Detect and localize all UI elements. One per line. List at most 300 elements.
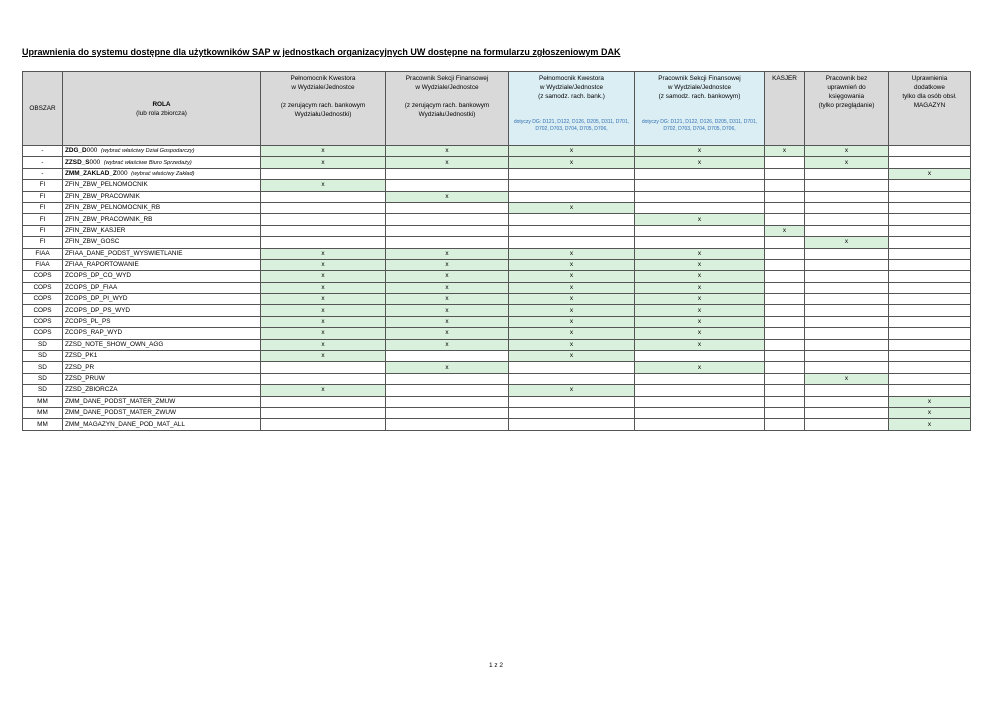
permission-cell: x (635, 294, 765, 305)
permission-cell (635, 396, 765, 407)
permission-cell (889, 385, 971, 396)
permission-cell: x (635, 328, 765, 339)
permission-cell (805, 339, 889, 350)
permission-cell: x (635, 271, 765, 282)
header-col-6-l5 (805, 110, 888, 119)
permission-cell (805, 271, 889, 282)
row-role: ZCOPS_DP_FIAA (63, 282, 261, 293)
permission-cell (509, 373, 635, 384)
permission-cell (261, 225, 386, 236)
row-area: SD (23, 373, 63, 384)
permission-cell: x (386, 328, 509, 339)
permission-cell (805, 202, 889, 213)
table-row (23, 225, 971, 236)
permission-cell (889, 351, 971, 362)
permission-cell (765, 362, 805, 373)
permission-cell (889, 328, 971, 339)
header-col-2-l1: Pracownik Sekcji Finansowej (405, 75, 489, 82)
table-row (23, 339, 971, 350)
header-col-4-l5 (635, 110, 764, 119)
permission-cell (805, 396, 889, 407)
permission-cell (765, 407, 805, 418)
permission-cell: x (635, 214, 765, 225)
permission-cell (509, 225, 635, 236)
table-row (23, 294, 971, 305)
permission-cell (889, 157, 971, 168)
permission-cell: x (765, 146, 805, 157)
permission-cell: x (889, 407, 971, 418)
permission-cell (805, 351, 889, 362)
permission-cell (635, 225, 765, 236)
table-row (23, 146, 971, 157)
row-role: ZCOPS_PL_PS (63, 316, 261, 327)
permission-cell: x (805, 146, 889, 157)
document-title: Uprawnienia do systemu dostępne dla użytkowników SAP w jednostkach organizacyjnych UW dostępne na formularzu zgłoszeniowym DAK (22, 47, 621, 57)
permission-cell (261, 191, 386, 202)
permission-cell: x (509, 385, 635, 396)
row-role: ZFIAA_DANE_PODST_WYSWIETLANIE (63, 248, 261, 259)
table-row (23, 191, 971, 202)
permission-cell: x (635, 157, 765, 168)
permission-cell: x (386, 259, 509, 270)
row-area: MM (23, 419, 63, 430)
permission-cell: x (889, 396, 971, 407)
permission-cell (765, 214, 805, 225)
permission-cell: x (261, 282, 386, 293)
permission-cell (635, 202, 765, 213)
row-role: ZFIAA_RAPORTOWANIE (63, 259, 261, 270)
permission-cell (805, 385, 889, 396)
permission-cell (509, 214, 635, 225)
permission-cell (509, 396, 635, 407)
permission-cell (635, 180, 765, 191)
permission-cell (805, 282, 889, 293)
row-role: ZFIN_ZBW_PRACOWNIK (63, 191, 261, 202)
row-role: ZCOPS_DP_CO_WYD (63, 271, 261, 282)
permission-cell: x (261, 180, 386, 191)
header-col-2-l4: (z zerującym rach. bankowym (404, 102, 490, 109)
permission-cell: x (509, 259, 635, 270)
permission-cell (261, 373, 386, 384)
permission-cell (261, 202, 386, 213)
permission-cell: x (509, 339, 635, 350)
permission-cell (765, 157, 805, 168)
row-role: ZCOPS_DP_PS_WYD (63, 305, 261, 316)
row-area: SD (23, 351, 63, 362)
header-col-3-l2: w Wydziale/Jednostce (539, 84, 604, 91)
permission-cell: x (635, 316, 765, 327)
row-area: - (23, 146, 63, 157)
header-col-1 (261, 72, 386, 146)
permission-cell: x (261, 351, 386, 362)
table-row (23, 282, 971, 293)
table-row (23, 237, 971, 248)
permission-cell (889, 362, 971, 373)
permission-cell: x (635, 146, 765, 157)
permission-cell (261, 214, 386, 225)
row-role: ZFIN_ZBW_PELNOMOCNIK_RB (63, 202, 261, 213)
header-area: OBSZAR (23, 72, 63, 146)
header-col-3-note: dotyczy DG: D121, D122, D126, D205, D311, D701, D702, D703, D704, D705, D706, (513, 119, 630, 132)
permission-cell: x (261, 157, 386, 168)
permission-cell (509, 362, 635, 373)
permission-cell (509, 419, 635, 430)
permission-cell: x (509, 202, 635, 213)
permission-cell (805, 168, 889, 179)
row-role (63, 157, 261, 168)
row-role: ZFIN_ZBW_GOSC (63, 237, 261, 248)
header-col-5-l2 (765, 83, 804, 92)
role-code: ZZSD_S (65, 158, 90, 166)
header-col-3 (509, 72, 635, 146)
permission-cell (765, 237, 805, 248)
row-area: COPS (23, 305, 63, 316)
row-area: FI (23, 180, 63, 191)
permission-cell (765, 180, 805, 191)
permission-cell: x (261, 385, 386, 396)
permission-cell: x (261, 259, 386, 270)
table-row (23, 407, 971, 418)
permission-cell (805, 191, 889, 202)
permission-cell (635, 191, 765, 202)
header-col-6-l2: uprawnień do (827, 84, 866, 91)
permission-cell: x (509, 294, 635, 305)
permission-cell (765, 282, 805, 293)
row-area: FI (23, 202, 63, 213)
permission-cell: x (509, 328, 635, 339)
header-col-3-l1: Pełnomocnik Kwestora (538, 75, 604, 82)
page-number: 1 z 2 (488, 662, 504, 669)
permission-cell (889, 373, 971, 384)
permission-cell: x (509, 146, 635, 157)
permission-cell: x (386, 191, 509, 202)
permission-cell (805, 316, 889, 327)
permission-cell (386, 407, 509, 418)
header-col-2-l5: Wydziału/Jednostki) (418, 111, 476, 118)
permission-cell (805, 362, 889, 373)
permission-cell: x (889, 419, 971, 430)
role-code: ZDG_D (65, 147, 87, 155)
permission-cell (386, 237, 509, 248)
row-area: COPS (23, 282, 63, 293)
permission-cell (386, 373, 509, 384)
permission-cell (386, 351, 509, 362)
permission-cell (765, 259, 805, 270)
row-area: FI (23, 225, 63, 236)
permission-cell: x (261, 305, 386, 316)
permission-cell (805, 259, 889, 270)
row-area: - (23, 157, 63, 168)
permission-cell (261, 419, 386, 430)
table-header-row (23, 72, 971, 146)
permission-cell (805, 248, 889, 259)
permission-cell (386, 202, 509, 213)
row-area: FIAA (23, 248, 63, 259)
permission-cell (509, 237, 635, 248)
table-row (23, 419, 971, 430)
permission-cell (765, 351, 805, 362)
permission-cell (889, 294, 971, 305)
permission-cell (635, 351, 765, 362)
permission-cell (805, 305, 889, 316)
row-area: FI (23, 191, 63, 202)
permission-cell (765, 168, 805, 179)
permission-cell (261, 407, 386, 418)
row-role: ZCOPS_DP_PI_WYD (63, 294, 261, 305)
row-role (63, 168, 261, 179)
header-col-7-l4: MAGAZYN (913, 102, 946, 109)
row-role: ZCOPS_RAP_WYD (63, 328, 261, 339)
permission-cell (765, 294, 805, 305)
permission-cell: x (386, 146, 509, 157)
header-col-7-l2: dodatkowe (914, 84, 945, 91)
role-note: (wybrać właściwe Biuro Sprzedaży) (103, 159, 192, 166)
permission-cell (386, 419, 509, 430)
permission-cell: x (509, 351, 635, 362)
header-col-3-l5 (509, 110, 634, 119)
permission-cell (805, 214, 889, 225)
header-col-5-l5 (765, 110, 804, 119)
row-role: ZFIN_ZBW_PRACOWNIK_RB (63, 214, 261, 225)
permission-cell (765, 248, 805, 259)
permission-cell (635, 168, 765, 179)
permission-cell (635, 419, 765, 430)
header-col-2-l2: w Wydziale/Jednostce (415, 84, 479, 91)
permission-cell (889, 259, 971, 270)
role-suffix: 000 (86, 147, 98, 155)
permission-cell (805, 225, 889, 236)
permission-cell: x (509, 282, 635, 293)
header-role (63, 72, 261, 146)
permission-cell (889, 305, 971, 316)
permission-cell: x (805, 237, 889, 248)
permission-cell: x (261, 339, 386, 350)
permission-cell: x (805, 157, 889, 168)
permission-cell (765, 328, 805, 339)
permission-cell (386, 180, 509, 191)
row-area: SD (23, 362, 63, 373)
permission-cell: x (635, 305, 765, 316)
table-row (23, 351, 971, 362)
permission-cell: x (635, 282, 765, 293)
header-col-1-l2: w Wydziale/Jednostce (291, 84, 355, 91)
permission-cell (889, 214, 971, 225)
permission-cell (386, 225, 509, 236)
permission-cell (889, 191, 971, 202)
permission-cell: x (386, 305, 509, 316)
table-row (23, 259, 971, 270)
permission-cell (889, 180, 971, 191)
permission-cell (889, 237, 971, 248)
row-role: ZFIN_ZBW_KASJER (63, 225, 261, 236)
permission-cell: x (386, 294, 509, 305)
table-row (23, 248, 971, 259)
permission-cell: x (261, 271, 386, 282)
header-col-4-l1: Pracownik Sekcji Finansowej (658, 75, 741, 82)
row-area: COPS (23, 271, 63, 282)
permission-cell: x (386, 271, 509, 282)
header-col-6-l1: Pracownik bez (825, 75, 868, 82)
header-col-4-l2: w Wydziale/Jednostce (667, 84, 732, 91)
permission-cell (889, 202, 971, 213)
header-col-4-note: dotyczy DG: D121, D122, D126, D205, D311, D701, D702, D703, D704, D705, D706, (641, 119, 758, 132)
header-role-main: ROLA (152, 100, 171, 108)
role-suffix: 000 (116, 169, 128, 177)
header-col-3-l4 (509, 101, 634, 110)
row-area: COPS (23, 316, 63, 327)
header-col-7-l5 (889, 110, 970, 119)
role-note: (wybrać właściwy Dział Gospodarczy) (100, 148, 195, 155)
row-area: SD (23, 339, 63, 350)
permission-cell (261, 362, 386, 373)
header-col-5-l4 (765, 101, 804, 110)
permission-cell: x (805, 373, 889, 384)
permission-cell: x (509, 316, 635, 327)
permission-cell: x (509, 271, 635, 282)
permission-cell (635, 385, 765, 396)
row-area: FI (23, 237, 63, 248)
header-col-4 (635, 72, 765, 146)
permission-cell (261, 237, 386, 248)
permission-cell (635, 237, 765, 248)
header-col-7 (889, 72, 971, 146)
permission-cell (765, 373, 805, 384)
permission-cell (261, 396, 386, 407)
permission-cell: x (261, 316, 386, 327)
row-area: FI (23, 214, 63, 225)
header-col-7-l1: Uprawnienia (911, 75, 948, 82)
permission-cell: x (386, 362, 509, 373)
header-role-sub: (lub rola zbiorcza) (136, 109, 187, 117)
permission-cell (889, 339, 971, 350)
header-col-5 (765, 72, 805, 146)
header-col-6-l4: (tylko przeglądanie) (818, 102, 875, 109)
permission-cell (386, 214, 509, 225)
permission-cell: x (635, 248, 765, 259)
table-row (23, 316, 971, 327)
permission-cell: x (261, 146, 386, 157)
role-note: (wybrać właściwy Zakład) (131, 170, 195, 177)
permission-cell (805, 180, 889, 191)
table-row (23, 157, 971, 168)
table-row (23, 168, 971, 179)
permission-cell: x (386, 339, 509, 350)
permission-cell (509, 407, 635, 418)
table-row (23, 362, 971, 373)
row-area: FIAA (23, 259, 63, 270)
table-row (23, 271, 971, 282)
header-col-5-l3 (765, 92, 804, 101)
permission-cell (765, 316, 805, 327)
row-role: ZMM_DANE_PODST_MATER_ZWUW (63, 407, 261, 418)
permission-cell (386, 385, 509, 396)
permission-cell: x (509, 248, 635, 259)
role-suffix: 000 (89, 158, 101, 166)
row-role (63, 146, 261, 157)
role-code: ZMM_ZAKLAD_Z (65, 169, 117, 177)
permission-cell (509, 191, 635, 202)
permission-cell: x (386, 282, 509, 293)
permission-cell (765, 305, 805, 316)
permission-cell (889, 271, 971, 282)
permission-cell (805, 407, 889, 418)
row-role: ZZSD_PRUW (63, 373, 261, 384)
header-col-2-l3 (386, 92, 508, 101)
header-col-7-l3: tylko dla osób obsł. (902, 93, 957, 100)
permission-cell: x (765, 225, 805, 236)
permission-cell: x (386, 248, 509, 259)
row-role: ZMM_MAGAZYN_DANE_POD_MAT_ALL (63, 419, 261, 430)
permission-cell (765, 419, 805, 430)
row-role: ZFIN_ZBW_PELNOMOCNIK (63, 180, 261, 191)
table-row (23, 180, 971, 191)
row-role: ZZSD_PK1 (63, 351, 261, 362)
row-area: MM (23, 407, 63, 418)
header-col-5-l1: KASJER (772, 75, 797, 82)
header-col-3-l3: (z samodz. rach. bank.) (538, 93, 605, 100)
permissions-table (22, 71, 971, 431)
table-row (23, 328, 971, 339)
header-col-6 (805, 72, 889, 146)
permission-cell (889, 225, 971, 236)
header-col-1-l1: Pełnomocnik Kwestora (290, 75, 356, 82)
permission-cell: x (889, 168, 971, 179)
permission-cell (889, 248, 971, 259)
permission-cell (805, 419, 889, 430)
header-col-1-l4: (z zerującym rach. bankowym (280, 102, 366, 109)
row-role: ZZSD_PR (63, 362, 261, 373)
permission-cell (261, 168, 386, 179)
permission-cell (889, 316, 971, 327)
row-role: ZZSD_ZBIORCZA (63, 385, 261, 396)
header-col-1-l5: Wydziału/Jednostki) (294, 111, 352, 118)
permission-cell (765, 339, 805, 350)
permission-cell: x (635, 362, 765, 373)
permission-cell: x (261, 294, 386, 305)
permission-cell: x (386, 316, 509, 327)
permission-cell (386, 168, 509, 179)
permission-cell (386, 396, 509, 407)
table-row (23, 396, 971, 407)
permission-cell (635, 407, 765, 418)
row-area: COPS (23, 328, 63, 339)
permission-cell: x (261, 328, 386, 339)
table-row (23, 214, 971, 225)
permission-cell (509, 180, 635, 191)
permission-cell (889, 282, 971, 293)
permission-cell: x (635, 259, 765, 270)
header-col-4-l4 (635, 101, 764, 110)
permission-cell (509, 168, 635, 179)
header-col-4-l3: (z samodz. rach. bankowym) (658, 93, 741, 100)
row-area: COPS (23, 294, 63, 305)
row-area: MM (23, 396, 63, 407)
permission-cell: x (635, 339, 765, 350)
permission-cell: x (509, 157, 635, 168)
permission-cell (805, 294, 889, 305)
row-role: ZMM_DANE_PODST_MATER_ZMUW (63, 396, 261, 407)
permission-cell: x (386, 157, 509, 168)
table-row (23, 202, 971, 213)
table-row (23, 373, 971, 384)
row-role: ZZSD_NOTE_SHOW_OWN_AGG (63, 339, 261, 350)
header-col-2 (386, 72, 509, 146)
table-row (23, 385, 971, 396)
permission-cell (765, 385, 805, 396)
permission-cell (765, 396, 805, 407)
permission-cell (805, 328, 889, 339)
permission-cell: x (261, 248, 386, 259)
